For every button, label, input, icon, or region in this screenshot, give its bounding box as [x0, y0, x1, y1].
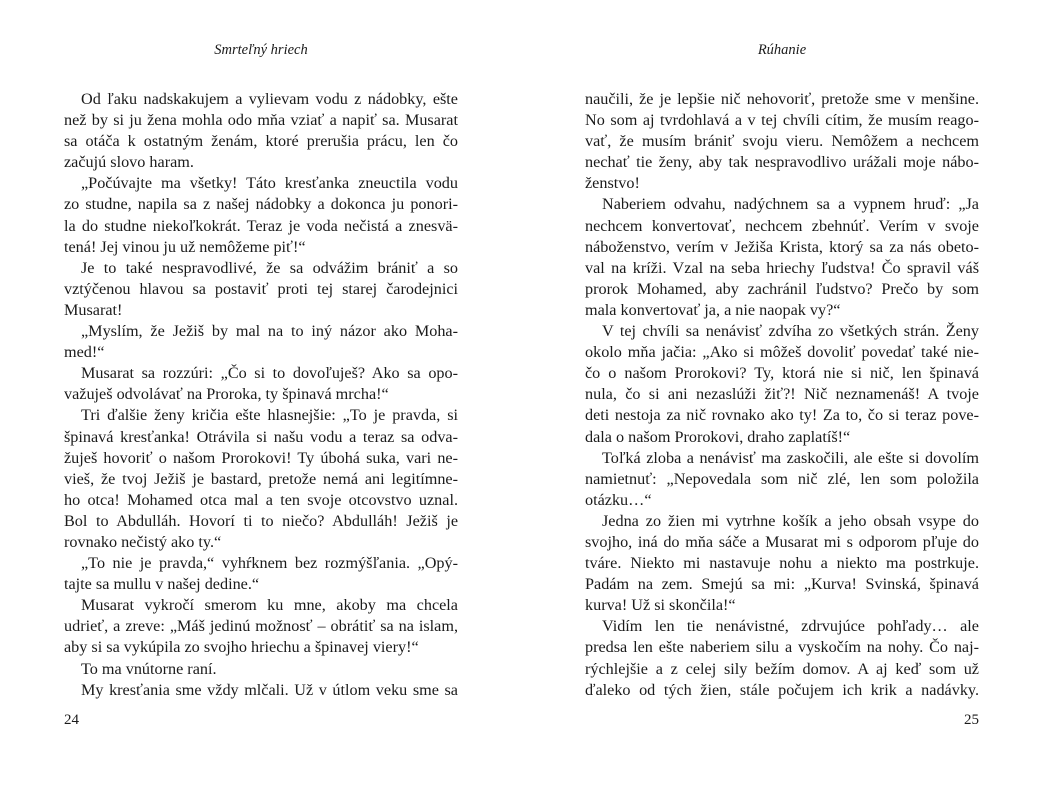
right-page-text: [585, 89, 979, 701]
text-line: važuješ odvolávať na Proroka, ty špinavá mrcha!“: [64, 385, 389, 404]
text-line: Musarat sa rozzúri: „Čo si to dovoľuješ? Ako sa opo-: [81, 364, 458, 383]
text-line: čo o našom Prorokovi? Ty, ktorá nie si nič, len špinavá: [585, 364, 979, 383]
text-line: aby si sa vykúpila zo svojho hriechu a špinavej viery!“: [64, 638, 419, 657]
text-line: Od ľaku nadskakujem a vylievam vodu z nádobky, ešte: [81, 90, 458, 108]
text-line: kurva! Už si skončila!“: [585, 596, 736, 615]
text-line: predsa len ešte naberiem silu a vyskočím na nohy. Čo naj-: [585, 638, 979, 657]
text-line: Jedna zo žien mi vytrhne košík a jeho obsah vsype do: [602, 511, 979, 530]
text-line: Padám na zem. Smejú sa mi: „Kurva! Svinská, špinavá: [585, 575, 979, 594]
right-page: [585, 0, 979, 800]
text-line: namietnuť: „Nepovedala som nič zlé, len som položila: [585, 469, 979, 488]
text-line: náboženstvo, verím v Ježiša Krista, ktorý sa za nás obeto-: [585, 237, 979, 256]
text-line: tváre. Niekto mi nastavuje nohu a niekto ma postrkuje.: [585, 554, 979, 573]
text-line: svojho, iná do mňa sáče a Musarat mi s odporom pľuje do: [585, 532, 979, 551]
text-line: „Počúvajte ma všetky! Táto kresťanka zneuctila vodu: [81, 174, 458, 193]
text-line: Toľká zloba a nenávisť ma zaskočili, ale ešte si dovolím: [602, 448, 979, 467]
text-line: nula, čo si ani nezaslúži žiť?! Nič neznamenáš! A tvoje: [585, 385, 979, 404]
page-number-right: 25: [964, 712, 979, 728]
text-line: nechať tie ženy, aby tak nespravodlivo urážali moje nábo-: [585, 153, 979, 172]
left-page-text: [64, 89, 458, 701]
running-head-right: Rúhanie: [757, 42, 807, 58]
text-line: ho otca! Mohamed otca mal a ten svoje otcovstvo uznal.: [64, 490, 458, 509]
text-line: Musarat vykročí smerom ku mne, akoby ma chcela: [81, 596, 458, 615]
text-line: ženstvo!: [585, 174, 640, 193]
text-line: My kresťania sme vždy mlčali. Už v útlom veku sme sa: [81, 680, 458, 699]
text-line: rýchlejšie a z celej sily bežím domov. A aj keď som už: [585, 659, 979, 678]
text-line: tajte sa mullu v našej dedine.“: [64, 575, 260, 594]
text-line: vať, že musím brániť svoju vieru. Nemôžem a nechcem: [585, 132, 979, 151]
text-line: naučili, že je lepšie nič nehovoriť, pretože sme v menšine.: [585, 90, 979, 108]
text-line: otázku…“: [585, 490, 652, 509]
text-line: Vidím len tie nenávistné, zdrvujúce pohľady… ale: [602, 617, 979, 636]
text-line: špinavá kresťanka! Otrávila si našu vodu a teraz sa odva-: [64, 427, 458, 446]
text-line: val na kríži. Vzal na seba hriechy ľudstva! Čo spravil váš: [585, 258, 979, 277]
text-line: ďaleko od tých žien, stále počujem ich krik a nadávky.: [585, 680, 979, 699]
text-line: Musarat!: [64, 300, 123, 319]
text-line: Bol to Abdulláh. Hovorí ti to niečo? Abdulláh! Ježiš je: [64, 511, 458, 530]
text-line: Naberiem odvahu, nadýchnem sa a vypnem hruď: „Ja: [602, 195, 979, 214]
text-line: sa otáča k ostatným ženám, ktoré prerušia prácu, len čo: [64, 132, 458, 151]
left-page: [64, 0, 458, 800]
text-line: V tej chvíli sa nenávisť zdvíha zo všetkých strán. Ženy: [602, 322, 979, 341]
page-number-left: 24: [64, 712, 79, 728]
text-line: žuješ hovoriť o našom Prorokovi! Ty úbohá suka, vari ne-: [64, 448, 458, 467]
text-line: „Myslím, že Ježiš by mal na to iný názor ako Moha-: [81, 322, 458, 341]
text-line: No som aj tvrdohlavá a v tej chvíli cítim, že musím reago-: [585, 111, 979, 130]
text-line: tená! Jej vinou ju už nemôžeme piť!“: [64, 237, 306, 256]
text-line: vieš, že tvoj Ježiš je bastard, pretože nemá ani legitímne-: [64, 469, 458, 488]
text-line: dala o našom Prorokovi, draho zaplatíš!“: [585, 427, 851, 446]
text-line: To ma vnútorne raní.: [81, 659, 217, 678]
text-line: než by si ju žena mohla odo mňa vziať a napiť sa. Musarat: [64, 111, 458, 130]
text-line: Tri ďalšie ženy kričia ešte hlasnejšie: „To je pravda, si: [81, 406, 458, 425]
text-line: nechcem konvertovať, nechcem zbehnúť. Verím v svoje: [585, 216, 979, 235]
text-line: mala konvertovať ja, a nie naopak vy?“: [585, 300, 841, 319]
text-line: la do studne niekoľkokrát. Teraz je voda nečistá a znesvä-: [64, 216, 458, 235]
text-line: zo studne, napila sa z našej nádobky a dokonca ju ponori-: [64, 195, 458, 214]
text-line: okolo mňa jačia: „Ako si môžeš dovoliť povedať také nie-: [585, 343, 979, 362]
text-line: vztýčenou hlavou sa postaviť proti tej starej čarodejnici: [64, 279, 458, 298]
text-line: „To nie je pravda,“ vyhŕknem bez rozmýšľania. „Opý-: [81, 554, 458, 573]
text-line: Je to také nespravodlivé, že sa odvážim brániť a so: [81, 258, 458, 277]
running-head-left: Smrteľný hriech: [214, 42, 308, 58]
text-line: začujú slovo haram.: [64, 153, 194, 172]
text-line: deti nestoja za nič rovnako ako ty! Za to, čo si teraz pove-: [585, 406, 979, 425]
text-line: rovnako nečistý ako ty.“: [64, 532, 222, 551]
text-line: med!“: [64, 343, 105, 362]
text-line: prorok Mohamed, aby zachránil ľudstvo? Prečo by som: [585, 279, 979, 298]
text-line: udrieť, a zreve: „Máš jedinú možnosť – obrátiť sa na islam,: [64, 617, 458, 636]
